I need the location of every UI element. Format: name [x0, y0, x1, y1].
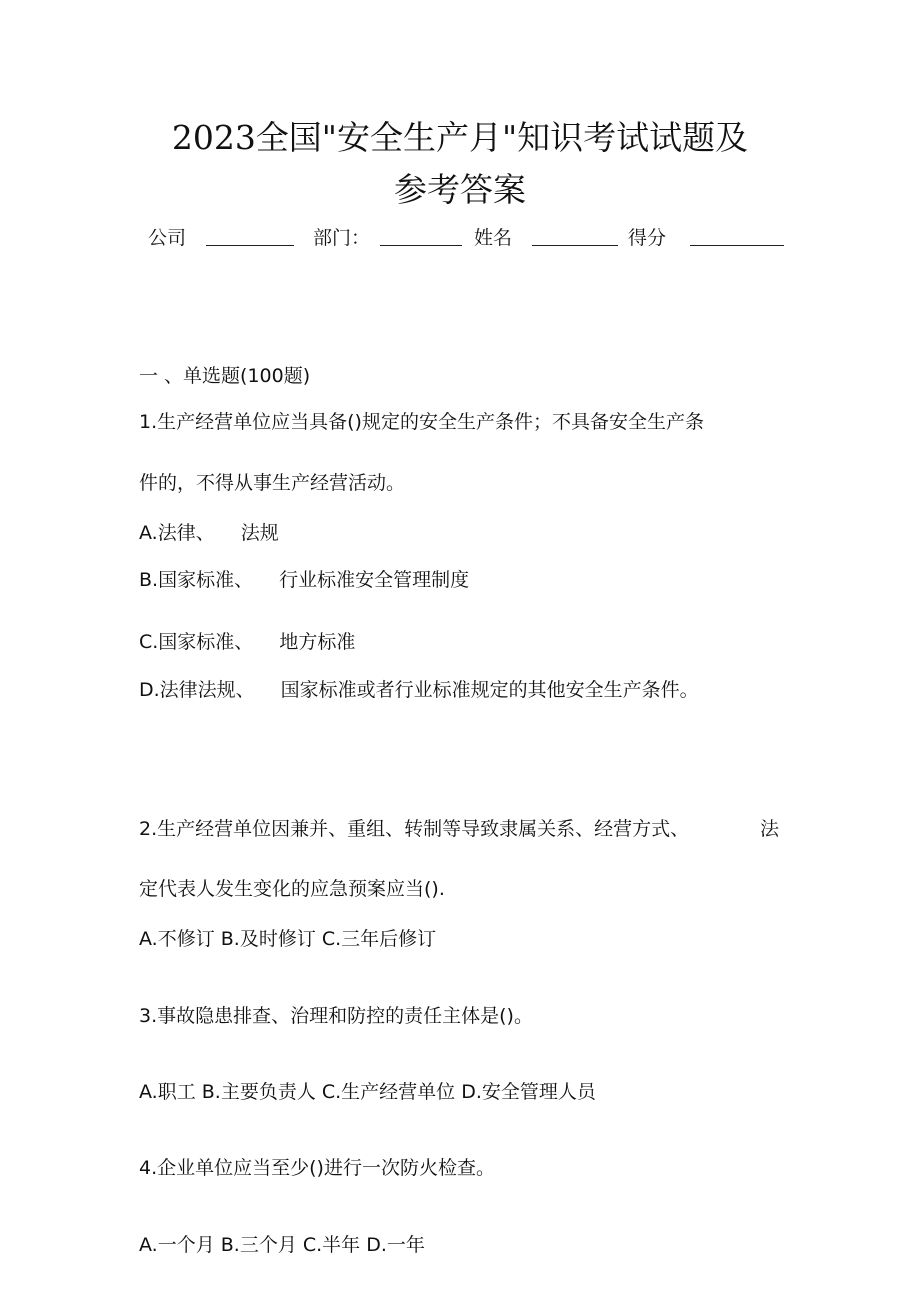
- option-d-part-2: 国家标准或者行业标准规定的其他安全生产条件。: [280, 679, 699, 701]
- department-blank[interactable]: [380, 245, 462, 246]
- section-heading: 一 、单选题(100题): [139, 365, 311, 387]
- option-a-part-1: A.法律、: [139, 522, 215, 544]
- option-a-part-2: 法规: [240, 522, 279, 544]
- question-1-option-d: [139, 677, 699, 703]
- option-c-part-1: C.国家标准、: [139, 631, 254, 653]
- question-1-option-c: [139, 629, 355, 655]
- question-2-stem-line-1: 2.生产经营单位因兼并、重组、转制等导致隶属关系、经营方式、: [139, 818, 690, 840]
- document-title-line-1: 2023全国"安全生产月"知识考试试题及: [171, 118, 749, 157]
- department-label: 部门：: [313, 227, 371, 249]
- company-blank[interactable]: [206, 245, 294, 246]
- question-1-option-b: [139, 567, 469, 593]
- question-3-options: A.职工 B.主要负责人 C.生产经营单位 D.安全管理人员: [139, 1081, 596, 1103]
- option-d-part-1: D.法律法规、: [139, 679, 255, 701]
- question-1-stem-line-1: 1.生产经营单位应当具备()规定的安全生产条件；不具备安全生产条: [139, 411, 704, 433]
- question-4-stem: 4.企业单位应当至少()进行一次防火检查。: [139, 1157, 495, 1179]
- score-label: 得分: [628, 227, 667, 249]
- company-label: 公司: [148, 227, 187, 249]
- question-1-stem-line-2: 件的，不得从事生产经营活动。: [139, 472, 406, 494]
- name-label: 姓名: [474, 227, 513, 249]
- question-1-option-a: [139, 520, 279, 546]
- question-2-stem-line-1-tail: 法: [760, 818, 780, 840]
- question-2-options: A.不修订 B.及时修订 C.三年后修订: [139, 928, 437, 950]
- score-blank[interactable]: [690, 245, 784, 246]
- option-c-part-2: 地方标准: [279, 631, 356, 653]
- option-b-part-2: 行业标准安全管理制度: [279, 569, 470, 591]
- name-blank[interactable]: [532, 245, 618, 246]
- question-2-stem-line-2: 定代表人发生变化的应急预案应当().: [139, 878, 445, 900]
- option-b-part-1: B.国家标准、: [139, 569, 254, 591]
- question-4-options: A.一个月 B.三个月 C.半年 D.一年: [139, 1234, 425, 1256]
- document-title-line-2: 参考答案: [394, 170, 526, 209]
- question-3-stem: 3.事故隐患排查、治理和防控的责任主体是()。: [139, 1005, 533, 1027]
